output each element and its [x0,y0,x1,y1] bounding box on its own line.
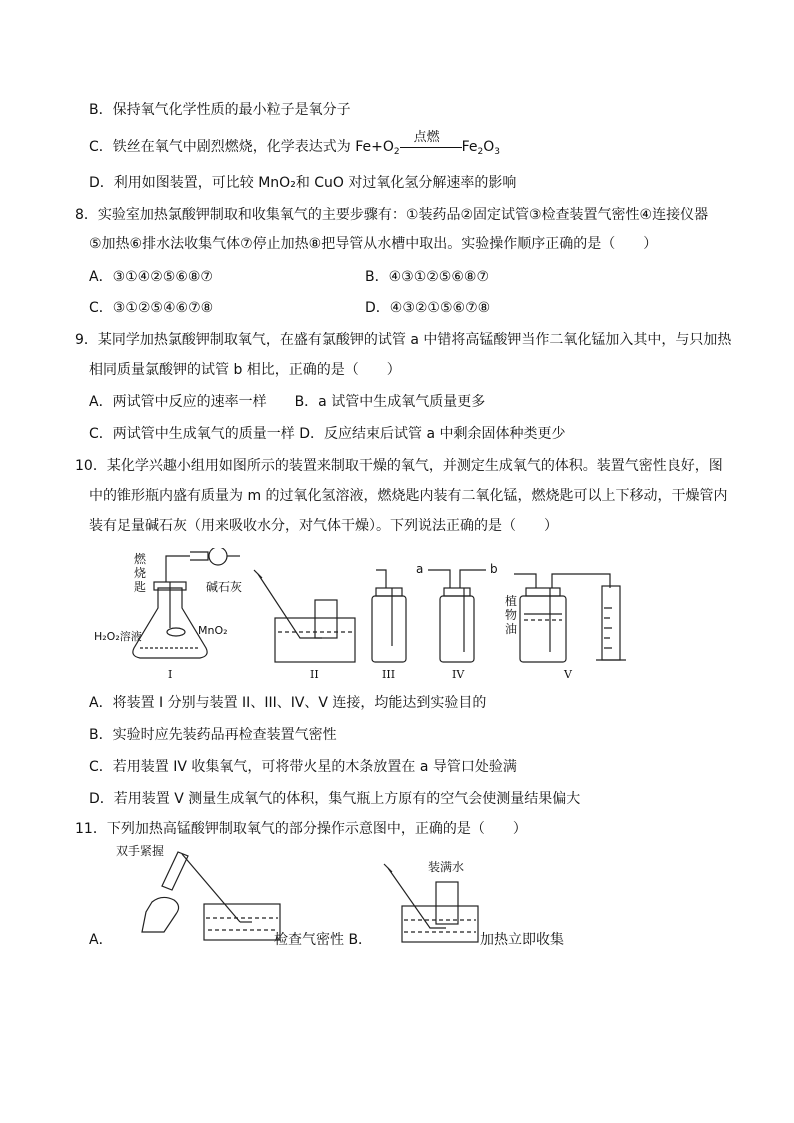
port-a-label: a [416,562,424,576]
q7-option-b: B．保持氧气化学性质的最小粒子是氧分子 [89,102,351,118]
q10-stem-3: 装有足量碱石灰（用来吸收水分，对气体干燥）。下列说法正确的是（ ） [89,518,558,534]
apparatus-label-iii: III [382,668,396,681]
q8-stem-2: ⑤加热⑥排水法收集气体⑦停止加热⑧把导管从水槽中取出。实验操作顺序正确的是（ ） [89,236,658,252]
q11-option-a-caption: 检查气密性 B． [274,932,373,948]
soda-lime-label: 碱石灰 [206,580,243,594]
q8-option-a: A．③①④②⑤⑥⑧⑦ [89,269,213,285]
q11-stem: 11．下列加热高锰酸钾制取氧气的部分操作示意图中，正确的是（ ） [75,821,527,837]
apparatus-drawing [90,548,650,688]
q10-stem-1: 10．某化学兴趣小组用如图所示的装置来制取干燥的氧气，并测定生成氧气的体积。装置气密性良好，图 [75,458,723,474]
port-b-label: b [490,562,498,576]
apparatus-label-ii: II [310,668,319,681]
q10-option-d: D．若用装置 V 测量生成氧气的体积，集气瓶上方原有的空气会使测量结果偏大 [89,791,581,807]
q9-stem-1: 9．某同学加热氯酸钾制取氧气，在盛有氯酸钾的试管 a 中错将高锰酸钾当作二氧化锰加入其中，与只加热 [75,332,732,348]
apparatus-label-v: V [564,668,572,681]
q10-apparatus-figure [90,548,650,688]
q10-option-c: C．若用装置 IV 收集氧气，可将带火星的木条放置在 a 导管口处验满 [89,759,517,775]
q11-figure-b [380,858,480,944]
q10-option-a: A．将装置 I 分别与装置 II、III、IV、V 连接，均能达到实验目的 [89,695,487,711]
reaction-condition: 点燃 [413,130,440,145]
q9-options-ab: A．两试管中反应的速率一样 B．a 试管中生成氧气质量更多 [89,394,486,410]
q11-option-a-label: A． [89,932,113,948]
reaction-arrow [400,130,462,157]
q9-options-cd: C．两试管中生成氧气的质量一样 D．反应结束后试管 a 中剩余固体种类更少 [89,426,566,442]
q10-option-b: B．实验时应先装药品再检查装置气密性 [89,727,337,743]
q10-stem-2: 中的锥形瓶内盛有质量为 m 的过氧化氢溶液，燃烧匙内装有二氧化锰，燃烧匙可以上下移动，干燥管内 [89,488,728,504]
q9-stem-2: 相同质量氯酸钾的试管 b 相比，正确的是（ ） [89,362,401,378]
q7-option-c: C．铁丝在氧气中剧烈燃烧，化学表达式为 $Fe+O_2$ 点燃 $Fe_2O_3$ [89,130,501,157]
q11-figure-a [112,842,282,942]
q8-option-d: D．④③②①⑤⑥⑦⑧ [365,300,491,316]
burning-spoon-label: 燃烧匙 [134,552,147,594]
q8-option-c: C．③①②⑤④⑥⑦⑧ [89,300,214,316]
vegetable-oil-label: 植物油 [505,594,518,636]
full-water-label: 装满水 [428,860,465,874]
q8-stem-1: 8．实验室加热氯酸钾制取和收集氧气的主要步骤有：①装药品②固定试管③检查装置气密性④连接仪器 [75,207,709,223]
mno2-label: MnO₂ [198,624,228,637]
q11-option-b-caption: 加热立即收集 [480,932,564,948]
q7-product: Fe [461,139,478,155]
apparatus-label-i: I [168,668,173,681]
h2o2-label: H₂O₂溶液 [94,630,142,643]
q7-option-c-text: C．铁丝在氧气中剧烈燃烧，化学表达式为 Fe+O [89,139,394,155]
hands-grip-label: 双手紧握 [116,844,165,858]
q7-option-d: D．利用如图装置，可比较 MnO₂和 CuO 对过氧化氢分解速率的影响 [89,175,517,191]
apparatus-label-iv: IV [452,668,465,681]
q8-option-b: B．④③①②⑤⑥⑧⑦ [365,269,490,285]
